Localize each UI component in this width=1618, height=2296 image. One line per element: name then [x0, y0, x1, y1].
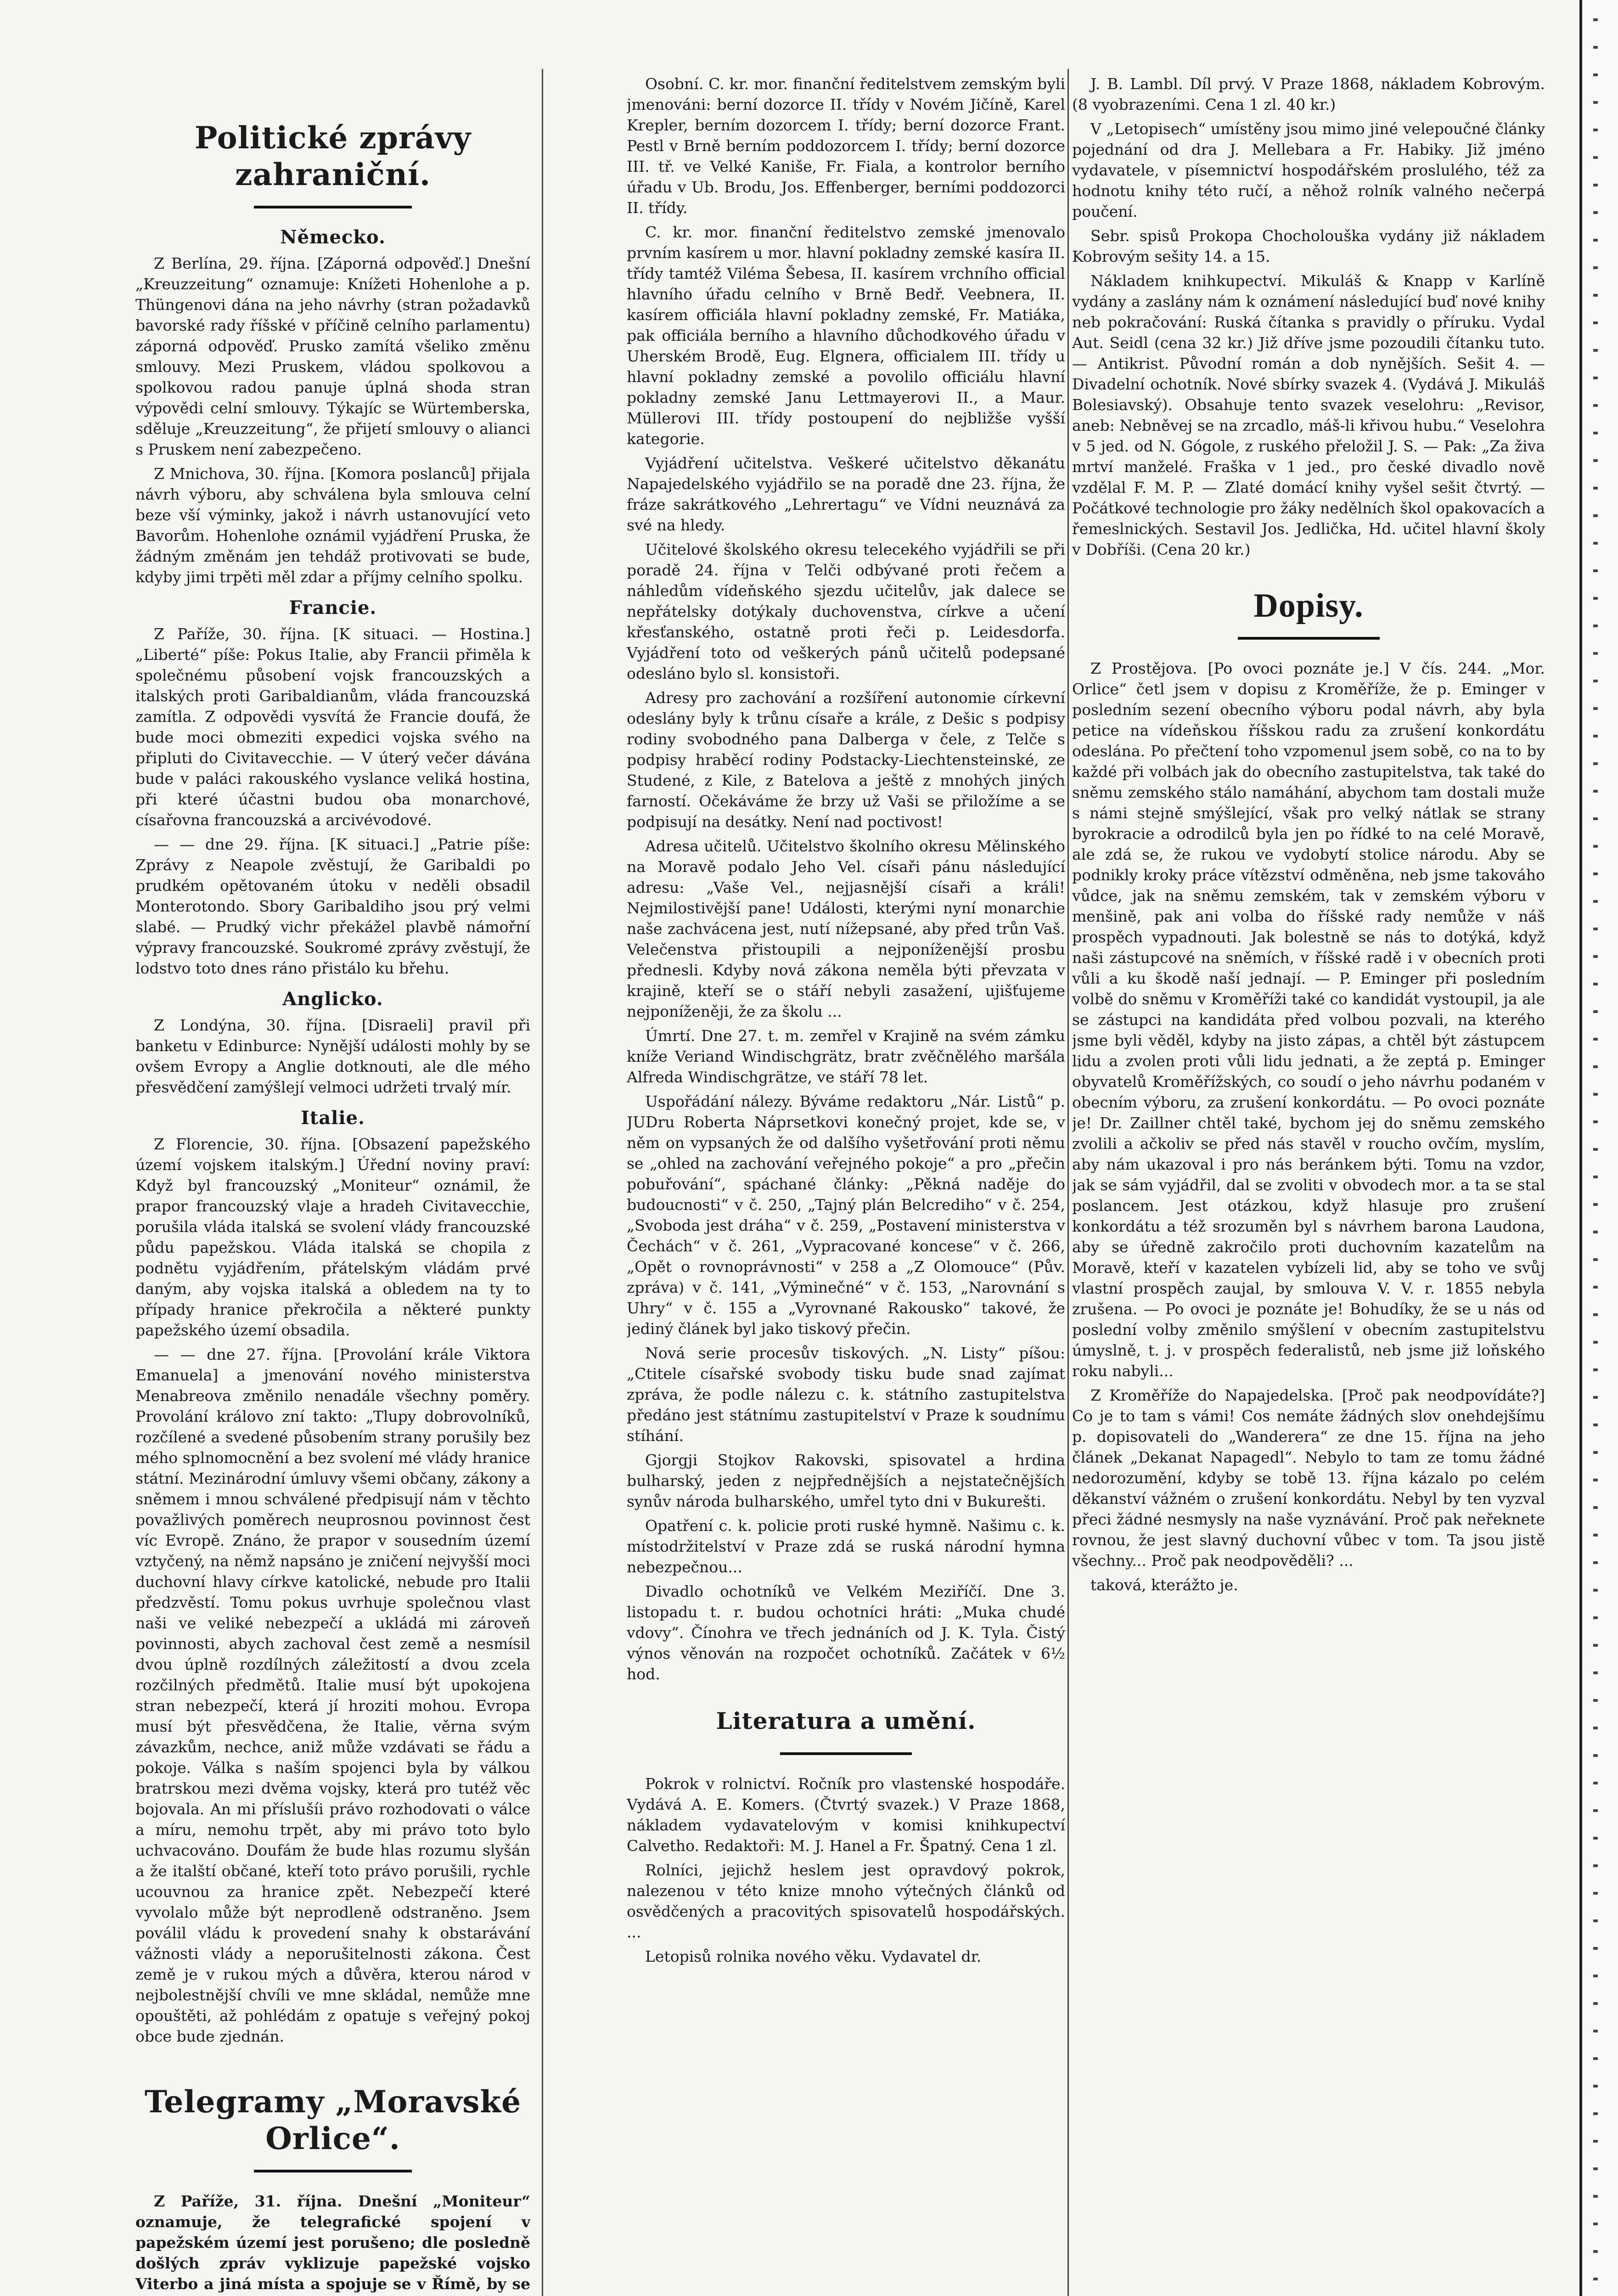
- section-title-letters: Dopisy.: [1253, 587, 1364, 625]
- article-paragraph: Nová serie procesův tiskových. „N. Listy“ píšou: „Ctitele císařské svobody tisku bude snad zajímat zpráva, že podle nálezu c. k. státního zastupitelstva předáno jest státnímu zastupitelství v Praze k soudnímu stíhání.: [627, 1344, 1065, 1445]
- article-paragraph: Z Londýna, 30. října. [Disraeli] pravil při banketu v Edinburce: Nynější události mohly by se ovšem Evropy a Anglie dotknouti, ale dle mého přesvědčení zamýšlejí velmoci udržeti trvalý mír.: [135, 1016, 530, 1096]
- heading-england: Anglicko.: [282, 988, 383, 1010]
- binding-holes: [1593, 18, 1598, 2296]
- column-right: [1072, 73, 1545, 2296]
- article-paragraph: Adresy pro zachování a rozšíření autonomie církevní odeslány byly k trůnu císaře a krále, z Dešic s podpisy rodiny svobodného pana Dalberga v čele, z Telče s podpisy hraběcí rodiny Podstacky-Liechtensteinské, ze Studené, z Kile, z Batelova a ještě z mnohých jiných farností. Očekáváme že brzy už Vaši se přiložíme a se podpisují na desátky. Není nad poctivost!: [627, 689, 1065, 831]
- section-rule: [254, 206, 412, 208]
- section-rule: [780, 1752, 912, 1755]
- column-rule: [1067, 69, 1069, 2296]
- article-paragraph: Pokrok v rolnictví. Ročník pro vlastenské hospodáře. Vydává A. E. Komers. (Čtvrtý svazek.) V Praze 1868, nákladem vydavatelovým v komisi knihkupectví Calvetho. Redaktoři: M. J. Hanel a Fr. Špatný. Cena 1 zl.: [627, 1775, 1065, 1855]
- article-paragraph: Z Paříže, 30. října. [K situaci. — Hostina.] „Liberté“ píše: Pokus Italie, aby Francii přiměla k společnému působení vojsk francouzských a italských proti Garibaldianům, vláda francouzská zamítla. Z odpovědi vysvítá že Francie doufá, že bude moci obmeziti expedici vojska svého na připluti do Civitavecchie. — V úterý večer dávána bude v paláci rakouského vyslance veliká hostina, při které účastni budou oba monarchové, císařovna francouzská a arcivévodové.: [135, 625, 530, 829]
- section-title-literature: Literatura a umění.: [716, 1707, 976, 1734]
- article-paragraph: Z Kroměříže do Napajedelska. [Proč pak neodpovídáte?] Co je to tam s vámi! Cos nemáte žádných slov onehdejšímu p. dopisovateli do „Wanderera“ ze dne 15. října na jeho článek „Dekanat Napagedl“. Nebylo to tam ze tomu žádné nedorozumění, kdyby se tobě 13. října kázalo po celém děkanství vážném o zrušení konkordátu. Nebyl by ten vyzval přeci žádné nesmysly na naše vyznávání. Proč pak neřeknete rovnou, že jest slavný duchovní vůbec v tom. Ta jsou jistě všechny... Proč pak neodpověděli? ...: [1072, 1386, 1545, 1570]
- section-rule: [254, 2170, 412, 2172]
- article-paragraph: Letopisů rolnika nového věku. Vydavatel dr.: [645, 1947, 982, 1965]
- article-paragraph: Sebr. spisů Prokopa Chocholouška vydány již nákladem Kobrovým sešity 14. a 15.: [1072, 227, 1545, 265]
- article-paragraph: Rolníci, jejichž heslem jest opravdový pokrok, nalezenou v této knize mnoho výtečných článků od osvědčených a pracovitých spisovatelů hospodářských. ...: [627, 1861, 1065, 1941]
- article-paragraph: V „Letopisech“ umístěny jsou mimo jiné velepoučné články pojednání od dra J. Mellebara a Fr. Habiky. Již jméno vydavatele, v písemnictví hospodářském proslulého, též za hodnotu knihy této ručí, a něhož rolník valného nečerpá poučení.: [1072, 120, 1545, 220]
- article-paragraph: Opatření c. k. policie proti ruské hymně. Našimu c. k. místodržitelství v Praze zdá se ruská národní hymna nebezpečnou...: [627, 1517, 1065, 1576]
- article-paragraph: Adresa učitelů. Učitelstvo školního okresu Mělinského na Moravě podalo Jeho Vel. císaři pánu následující adresu: „Vaše Vel., nejjasnější císaři a králi! Nejmilostivější pane! Události, kterými nyní monarchie naše zachvácena jest, nutí nížepsané, aby před trůn Vaš. Velečenstva přistoupili a nejponíženější prosbu přednesli. Kdyby nová zákona neměla býti převzata v krajině, kteří se o stáří nebyli zasažení, ujišťujeme nejponíženěji, že za školu ...: [627, 837, 1065, 1020]
- article-paragraph: Z Berlína, 29. října. [Záporná odpověď.] Dnešní „Kreuzzeitung“ oznamuje: Knížeti Hohenlohe a p. Thüngenovi dána na jeho návrhy (stran požadavků bavorské rady říšské v příčině celního parlamentu) záporná odpověď. Prusko zamítá všeliko změnu smlouvy. Mezi Pruskem, vládou spolkovou a spolkovou radou panuje úplná shoda stran výpovědi celní smlouvy. Týkajíc se Würtemberska, sděluje „Kreuzzeitung“, že přijetí smlouvy o alianci s Pruskem není zabezpečeno.: [135, 254, 530, 458]
- article-paragraph: Z Mnichova, 30. října. [Komora poslanců] přijala návrh výboru, aby schválena byla smlouva celní beze vší výminky, jakož i návrh ustanovující veto Bavorům. Hohenlohe oznámil vyjádření Pruska, že žádným změnám jen tehdáž protivovati se bude, kdyby jimi trpěti měl zdar a příjmy celního spolku.: [135, 465, 530, 586]
- article-paragraph: Úmrtí. Dne 27. t. m. zemřel v Krajině na svém zámku kníže Veriand Windischgrätz, bratr zvěčnělého maršála Alfreda Windischgrätze, ve stáří 78 let.: [627, 1027, 1065, 1086]
- heading-germany: Německo.: [280, 226, 386, 248]
- column-rule: [542, 69, 543, 2296]
- column-middle: [627, 73, 1065, 2296]
- article-paragraph: — — dne 29. října. [K situaci.] „Patrie píše: Zprávy z Neapole zvěstují, že Garibaldi po prudkém opětovaném útoku v neděli obsadil Monterotondo. Sbory Garibaldiho jsou prý velmi slabé. — Prudký vichr překážel plavbě námořní výpravy francouzské. Soukromé zprávy zvěstují, že lodstvo toto dnes ráno přistálo ku břehu.: [135, 835, 530, 977]
- column-left: [135, 73, 530, 2296]
- section-title-telegrams: Telegramy „Moravské Orlice“.: [144, 2084, 522, 2156]
- article-paragraph: Nákladem knihkupectví. Mikuláš & Knapp v Karlíně vydány a zaslány nám k oznámení následující buď nové knihy neb pokračování: Ruská čítanka s pravidly o příruku. Vydal Aut. Seidl (cena 32 kr.) Již dříve jsme pozoudili čítanku tuto. — Antikrist. Původní román a dob nynějších. Sešit 4. — Divadelní ochotník. Nové sbírky svazek 4. (Vydává J. Mikuláš Bolesiavský). Obsahuje tento svazek veselohru: „Revisor, aneb: Nebněvej se na zrcadlo, máš-li křivou hubu.“ Veselohra v 5 jed. od N. Gógole, z ruského přeložil J. S. — Pak: „Za živa mrtví manželé. Fraška v 1 jed., pro české divadlo nově vzdělal F. M. P. — Zlaté domácí knihy vyšel sešit čtvrtý. — Počátkové technologie pro žáky nedělních škol opakovacích a řemeslnických. Sestavil Jos. Jedlička, Hd. učitel hlavní školy v Dobříši. (Cena 20 kr.): [1072, 272, 1545, 558]
- article-paragraph: C. kr. mor. finanční ředitelstvo zemské jmenovalo prvním kasírem u mor. hlavní pokladny zemské kasíra II. třídy tamtéž Viléma Šebesa, II. kasírem vrchního official hlavního úřadu celního v Brně Bedř. Veebnera, II. kasírem officiála hlavní pokladny zemské, Fr. Matiáka, pak officiála berního a hlavního důchodkového úřadu v Uherském Brodě, Eug. Elgnera, officialem III. třídy u hlavní pokladny zemské a povolilo officiálu hlavní pokladny zemské Janu Lettmayerovi II., a Maur. Müllerovi III. třídy postoupení do nejbližše vyšší kategorie.: [627, 223, 1065, 448]
- section-rule: [1238, 637, 1380, 640]
- article-paragraph: Vyjádření učitelstva. Veškeré učitelstvo děkanátu Napajedelského vyjádřilo se na poradě dne 23. října, že fráze sakrátkového „Lehrertagu“ ve Vídni neuznává za své na hledy.: [627, 454, 1065, 534]
- article-paragraph: Učitelové školského okresu telecekého vyjádřili se při poradě 24. října v Telči odbývané proti řečem a náhledům vídeňského sjezdu učitelův, jak dalece se nepřátelsky dotýkaly duchovenstva, církve a učení křesťanského, ostatně proti řeči p. Leidesdorfa. Vyjádření toto od veškerých pánů učitelů podepsané odesláno bylo sl. konsistoři.: [627, 540, 1065, 682]
- heading-italy: Italie.: [301, 1107, 365, 1129]
- article-paragraph: Divadlo ochotníků ve Velkém Meziříčí. Dne 3. listopadu t. r. budou ochotníci hráti: „Muka chudé vdovy“. Čínohra ve třech jednáních od J. K. Tyla. Čistý výnos věnován na rozpočet ochotníků. Začátek v 6½ hod.: [627, 1582, 1065, 1683]
- article-paragraph: — — dne 27. října. [Provolání krále Viktora Emanuela] a jmenování nového ministerstva Menabreova změnilo nenadále všechny poměry. Provolání královo zní takto: „Tlupy dobrovolníků, rozčílené a svedené působením strany porušily bez mého splnomocnění a bez svolení mé vlády hranice státní. Mezinárodní úmluvy všemi občany, zákony a sněmem i mnou schválené předpisují nám v těchto považlivých poměrech neuprosnou povinnost čest víc Evropě. Znáno, že prapor v sousedním území vztyčený, na němž napsáno je zničení nejvyšší moci duchovní hlavy církve katolické, nebude pro Italii předzvěstí. Tomu pokus uvrhuje společnou vlast naši ve veliké nebezpečí a ukládá mi zároveň povinnosti, abych zachoval čest země a nesmísil dvou úplně rozdílných záležitostí a dvou zcela rozčilných předmětů. Italie musí být upokojena stran nebezpečí, která jí hroziti mohou. Evropa musí být přesvědčena, že Italie, věrna svým závazkům, nechce, aniž může vzdávati se řádu a pokoje. Válka s naším spojenci byla by válkou bratrskou mezi dvěma vojsky, která pro tutéž věc bojovala. An mi příslušíi právo rozhodovati o válce a míru, nemohu trpět, aby mi právo toto bylo uchvacováno. Doufám že bude hlas rozumu slyšán a že italští občané, kteří toto právo porušili, rychle ucouvnou za hranice zpět. Nebezpečí které vyvolalo může být neprodleně odstraněno. Jsem poválil vládu k provedení snahy k obstarávání vážnosti vlády a neporušitelnosti zákona. Čest země je v rukou mých a důvěra, kterou národ v nejbolestnější chvíli ve mne skládal, nemůže mne opouštěti, až pohlédám z opatuje s veřejný pokoj obce bude zjednán.: [135, 1345, 530, 2045]
- article-paragraph: taková, kterážto je.: [1090, 1576, 1238, 1594]
- heading-france: Francie.: [289, 597, 377, 619]
- article-paragraph: Osobní. C. kr. mor. finanční ředitelstvem zemským byli jmenováni: berní dozorce II. třídy v Novém Jičíně, Karel Krepler, berním dozorcem I. třídy; berní dozorce Frant. Pestl v Brně berním poddozorcem I. třídy; berní dozorce III. tř. ve Velké Kaniše, Fr. Fiala, a kontrolor berního úřadu v Ub. Brodu, Jos. Effenberger, berními poddozorci II. třídy.: [627, 75, 1065, 217]
- telegram-paragraph: Z Paříže, 31. října. Dnešní „Moniteur“ oznamuje, že telegrafické spojení v papežském území jest porušeno; dle posledně došlých zpráv vyklizuje papežské vojsko Viterbo a jiná místa a spojuje se v Římě, by se: [135, 2192, 530, 2293]
- article-paragraph: Z Florencie, 30. října. [Obsazení papežského území vojskem italským.] Úřední noviny praví: Když byl francouzský „Moniteur“ oznámil, že prapor francouzský vlaje a hradeh Civitavecchie, porušila vláda italská se svolení vlády francouzské půdu papežskou. Vláda italská se chopila z podnětu vyjádřením, přátelským vládám prvé daným, aby vojska italská a obledem na ty to případy hranice překročila a některé punkty papežského území obsadila.: [135, 1135, 530, 1339]
- page-edge: [1579, 0, 1618, 2296]
- article-paragraph: Gjorgji Stojkov Rakovski, spisovatel a hrdina bulharský, jeden z nejpřednějších a nejstatečnějších synův národa bulharského, umřel tyto dni v Bukurešti.: [627, 1451, 1065, 1510]
- article-paragraph: J. B. Lambl. Díl prvý. V Praze 1868, nákladem Kobrovým. (8 vyobrazeními. Cena 1 zl. 40 kr.): [1072, 75, 1545, 113]
- article-paragraph: Uspořádání nálezy. Býváme redaktoru „Nár. Listů“ p. JUDru Roberta Náprsetkovi konečný projet, kde se, v něm on vypsaných že od dalšího vyšetřování proti němu se „ohled na zachování veřejného pokoje“ a pro „přečin pobuřování“, spáchané články: „Pěkná naděje do budoucnosti“ v č. 250, „Tajný plán Belcrediho“ v č. 254, „Svoboda jest dráha“ v č. 259, „Postavení ministerstva v Čechách“ v č. 261, „Vypracované koncese“ v č. 266, „Opět o rovnoprávnosti“ v 258 a „Z Olomouce“ (Pův. zpráva) v č. 141, „Výminečné“ v č. 153, „Narovnání s Uhry“ v č. 155 a „Vyrovnané Rakousko“ takové, že jediný článek byl jako tiskový přečin.: [627, 1092, 1065, 1338]
- section-title-politics: Politické zprávy zahraniční.: [194, 120, 472, 192]
- article-paragraph: Z Prostějova. [Po ovoci poznáte je.] V čís. 244. „Mor. Orlice“ četl jsem v dopisu z Kroměříže, že p. Eminger v posledním sezení obecního výboru podal návrh, aby byla petice na vídeňskou říšskou radu za zrušení konkordátu odeslána. Po přečtení toho vzpomenul jsem sobě, co na to by každé při volbách jak do obecního zastupitelstva, tak také do sněmu zemského stálo namáhání, abychom tam dostali muže s námi stejně smýšlející, však pro velký nátlak se strany byrokracie a odrodilců byla jen po řídké to na celé Moravě, ale zdá se, že rukou ve vydobytí stolice národu. Aby se podnikly kroky práce vítězství odměněna, neb jsme takováho vůdce, jak na sněmu zemském, tak v zemském výboru v menšině, pak ani volba do říšské rady nemůže v náš prospěch vypadnouti. Jak bolestně se nás to dotýká, když naši zástupcové na sněmích, v říšské radě i v obecních proti vůli a ku škodě naší jednají. — P. Eminger při posledním volbě do sněmu v Kroměříži také co kandidát vystoupil, ja ale se zástupci na kandidáta před volbou pozvali, na kterého jsme byli věděl, kdyby na jisto zápas, a chtěl být zástupcem lidu a zvolen proti vůli lidu jednati, a že zeptá p. Eminger obyvatelů Kroměřížských, co soudí o jeho návrhu podaném v obecním výboru, za zrušení konkordátu. — Po ovoci poznáte je! Dr. Zaillner chtěl také, bychom jej do sněmu zemského zvolili a ačkoliv se před nás stavěl v roucho ovčím, myslím, aby nám ukazoval i pro nás beránkem býti. Tomu na vzdor, jak se sám vyjádřil, dal se zvoliti v obvodech mor. a ta se stal poslancem. Jest otázkou, když hlasuje pro zrušení konkordátu a též srozuměn byl s návrhem barona Laudona, aby se úředně zakročilo proti duchovním kazatelům na Moravě, kteří v kazatelen vybízeli lid, aby se toho ve svůj vlastní prospěch zaujal, by smlouva V. V. r. 1855 nebyla zrušena. — Po ovoci je poznáte je! Bohudíky, že se u nás od poslední volby změnilo smýšlení v obecním zastupitelstvu úmyslně, t. j. v prospěch federalistů, neb jsme již loňského roku nabyli...: [1072, 659, 1545, 1380]
